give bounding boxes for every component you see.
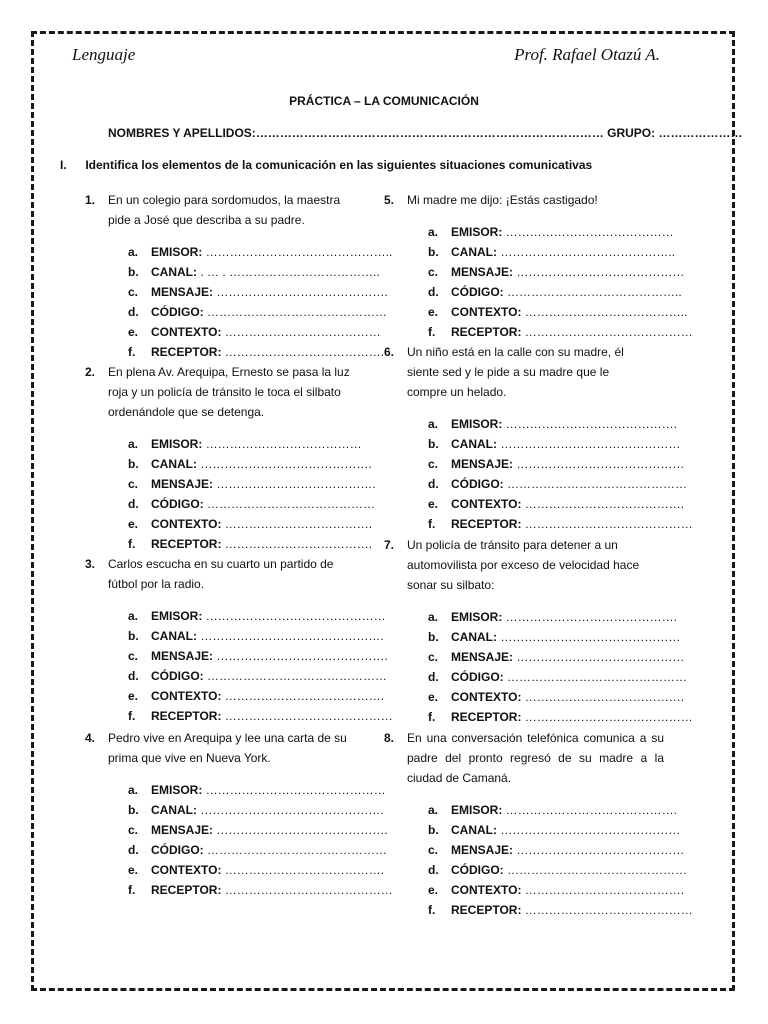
question-7-option-f[interactable]: f. RECEPTOR: …………………………………… [428,710,693,724]
question-3-option-c[interactable]: c. MENSAJE: ……………………………………. [128,649,388,663]
question-3-option-e[interactable]: e. CONTEXTO: …………………………………. [128,689,385,703]
question-2-option-b[interactable]: b. CANAL: ……………………………………. [128,457,372,471]
question-1-option-e[interactable]: e. CONTEXTO: ………………………………… [128,325,381,339]
question-number: 2. [85,365,96,379]
question-4-option-f[interactable]: f. RECEPTOR: …………………………………… [128,883,393,897]
question-8-option-f[interactable]: f. RECEPTOR: …………………………………… [428,903,693,917]
question-6-option-b[interactable]: b. CANAL: ……………………………………… [428,437,681,451]
question-5-option-d[interactable]: d. CÓDIGO: …………………………………….. [428,285,682,299]
question-text: En plena Av. Arequipa, Ernesto se pasa la luz roja y un policía de tránsito le toca el silbato ordenándole que se detenga. [108,365,350,419]
question-7-option-a[interactable]: a. EMISOR: ……………………………………. [428,610,678,624]
question-4-option-d[interactable]: d. CÓDIGO: ……………………………………… [128,843,388,857]
question-text: En una conversación telefónica comunica a su padre del pronto regresó de su madre a la ciudad de Camaná. [407,731,664,785]
question-text: En un colegio para sordomudos, la maestra pide a José que describa a su padre. [108,193,341,227]
question-3-option-d[interactable]: d. CÓDIGO: ……………………………………… [128,669,388,683]
section-instruction [60,158,592,172]
question-number: 8. [384,731,395,745]
question-7-option-e[interactable]: e. CONTEXTO: …………………………………. [428,690,685,704]
question-text: Un niño está en la calle con su madre, él siente sed y le pide a su madre que le compre un helado. [407,345,624,399]
question-text: Carlos escucha en su cuarto un partido de fútbol por la radio. [108,557,334,591]
question-2-option-e[interactable]: e. CONTEXTO: ………………………………. [128,517,373,531]
question-3-option-a[interactable]: a. EMISOR: ……………………………………… [128,609,386,623]
question-text: Un policía de tránsito para detener a un automovilista por exceso de velocidad hace sonar su silbato: [407,538,640,592]
question-5-option-c[interactable]: c. MENSAJE: …………………………………… [428,265,685,279]
question-8-option-b[interactable]: b. CANAL: ……………………………………… [428,823,681,837]
question-1-option-a[interactable]: a. EMISOR: ……………………………………….. [128,245,393,259]
question-5-option-e[interactable]: e. CONTEXTO: ………………………………….. [428,305,688,319]
question-number: 3. [85,557,96,571]
header-subject: Lenguaje [72,45,136,64]
question-4-option-e[interactable]: e. CONTEXTO: …………………………………. [128,863,385,877]
question-5-option-a[interactable]: a. EMISOR: …………………………………… [428,225,674,239]
question-number: 5. [384,193,395,207]
question-6-option-d[interactable]: d. CÓDIGO: ……………………………………… [428,477,688,491]
question-5-option-f[interactable]: f. RECEPTOR: …………………………………… [428,325,693,339]
question-number: 4. [85,731,96,745]
question-8-option-e[interactable]: e. CONTEXTO: …………………………………. [428,883,685,897]
question-number: 6. [384,345,395,359]
header-teacher: Prof. Rafael Otazú A. [514,45,660,64]
question-2-option-f[interactable]: f. RECEPTOR: ………………………………. [128,537,373,551]
section-number: I. [60,158,67,172]
question-1-option-d[interactable]: d. CÓDIGO: ……………………………………… [128,305,388,319]
question-2-option-a[interactable]: a. EMISOR: ………………………………… [128,437,362,451]
page-title: PRÁCTICA – LA COMUNICACIÓN [289,94,479,108]
section-text: Identifica los elementos de la comunicación en las siguientes situaciones comunicativas [85,158,593,172]
question-2-option-d[interactable]: d. CÓDIGO: …………………………………… [128,497,376,511]
question-4-option-a[interactable]: a. EMISOR: ……………………………………… [128,783,386,797]
question-3-option-f[interactable]: f. RECEPTOR: …………………………………… [128,709,393,723]
question-8-option-d[interactable]: d. CÓDIGO: ……………………………………… [428,863,688,877]
question-1-option-c[interactable]: c. MENSAJE: ……………………………………. [128,285,388,299]
question-4-option-c[interactable]: c. MENSAJE: ……………………………………. [128,823,388,837]
names-group-line[interactable]: NOMBRES Y APELLIDOS:…………………………………………………………………………… GRUPO: ………………… [108,126,743,140]
question-7-option-d[interactable]: d. CÓDIGO: ……………………………………… [428,670,688,684]
question-number: 7. [384,538,395,552]
question-text: Mi madre me dijo: ¡Estás castigado! [407,193,598,207]
question-7-option-b[interactable]: b. CANAL: ……………………………………… [428,630,681,644]
question-8-option-a[interactable]: a. EMISOR: ……………………………………. [428,803,678,817]
question-2-option-c[interactable]: c. MENSAJE: …………………………………. [128,477,376,491]
question-8-option-c[interactable]: c. MENSAJE: …………………………………… [428,843,685,857]
question-1-option-f[interactable]: f. RECEPTOR: …………………………………. [128,345,385,359]
question-5-option-b[interactable]: b. CANAL: …………………………………….. [428,245,676,259]
question-1-option-b[interactable]: b. CANAL: . … . ……………………………….. [128,265,380,279]
question-6-option-a[interactable]: a. EMISOR: ……………………………………. [428,417,678,431]
question-7-option-c[interactable]: c. MENSAJE: …………………………………… [428,650,685,664]
question-6-option-c[interactable]: c. MENSAJE: …………………………………… [428,457,685,471]
question-3-option-b[interactable]: b. CANAL: ………………………………………. [128,629,384,643]
question-4-option-b[interactable]: b. CANAL: ………………………………………. [128,803,384,817]
question-text: Pedro vive en Arequipa y lee una carta de su prima que vive en Nueva York. [108,731,347,765]
question-6-option-e[interactable]: e. CONTEXTO: …………………………………. [428,497,685,511]
question-number: 1. [85,193,96,207]
question-6-option-f[interactable]: f. RECEPTOR: …………………………………… [428,517,693,531]
